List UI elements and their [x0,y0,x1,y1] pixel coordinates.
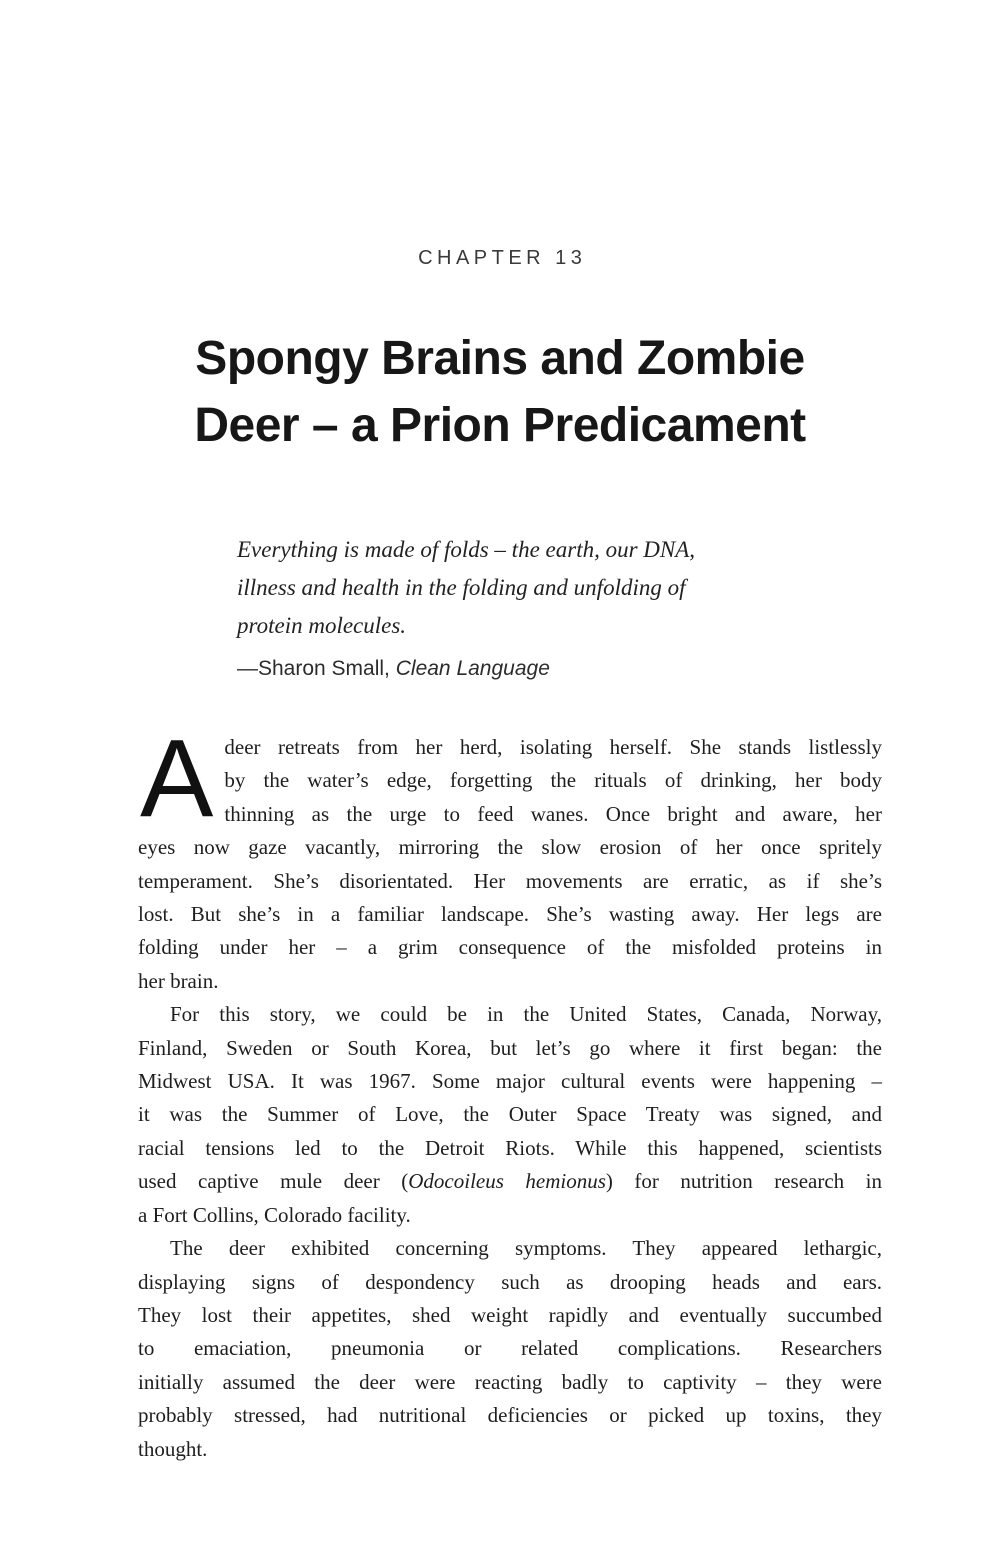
epigraph-attribution [237,650,797,688]
body-line: it was the Summer of Love, the Outer Space Treaty was signed, and [138,1102,882,1127]
body-line: Finland, Sweden or South Korea, but let’s go where it first began: the [138,1035,882,1060]
body-line: to emaciation, pneumonia or related complications. Researchers [138,1336,882,1361]
body-line: deer retreats from her herd, isolating herself. She stands listlessly [224,735,882,759]
body-line: thinning as the urge to feed wanes. Once bright and aware, her [224,801,882,826]
body-line: displaying signs of despondency such as drooping heads and ears. [138,1269,882,1294]
body-line: a Fort Collins, Colorado facility. [138,1202,411,1227]
body-line: by the water’s edge, forgetting the rituals of drinking, her body [224,768,882,793]
page-title [0,325,1000,459]
body-line: used captive mule deer (Odocoileus hemionus) for nutrition research in [138,1169,882,1194]
chapter-label: CHAPTER 13 [418,247,587,269]
epigraph-line: protein molecules. [237,613,407,638]
attribution-work: Clean Language [395,657,550,680]
body-line: The deer exhibited concerning symptoms. They appeared lethargic, [170,1236,882,1261]
body-line: probably stressed, had nutritional deficiencies or picked up toxins, they [138,1403,882,1428]
epigraph-line: Everything is made of folds – the earth, our DNA, [237,537,696,562]
body-line: racial tensions led to the Detroit Riots. While this happened, scientists [138,1135,882,1160]
title-line-2: Deer – a Prion Predicament [194,399,806,452]
body-line: eyes now gaze vacantly, mirroring the slow erosion of her once spritely [138,835,882,860]
epigraph-line: illness and health in the folding and unfolding of [237,575,686,600]
body-line: lost. But she’s in a familiar landscape. She’s wasting away. Her legs are [138,902,882,927]
paragraph [138,1232,882,1466]
body-line: thought. [138,1436,208,1461]
body-line: They lost their appetites, shed weight rapidly and eventually succumbed [138,1302,882,1327]
body-line: Midwest USA. It was 1967. Some major cultural events were happening – [138,1069,882,1094]
body-line: For this story, we could be in the United States, Canada, Norway, [170,1002,882,1027]
epigraph [237,531,797,688]
body-line: her brain. [138,968,219,993]
attribution-name: —Sharon Small, [237,657,396,680]
body-line: folding under her – a grim consequence of the misfolded proteins in [138,935,882,960]
paragraph [138,998,882,1232]
drop-cap: A [140,717,214,840]
body-line: initially assumed the deer were reacting badly to captivity – they were [138,1369,882,1394]
body-text [138,717,882,1466]
paragraph [138,717,882,998]
title-line-1: Spongy Brains and Zombie [195,332,805,385]
body-line: temperament. She’s disorientated. Her movements are erratic, as if she’s [138,868,882,893]
